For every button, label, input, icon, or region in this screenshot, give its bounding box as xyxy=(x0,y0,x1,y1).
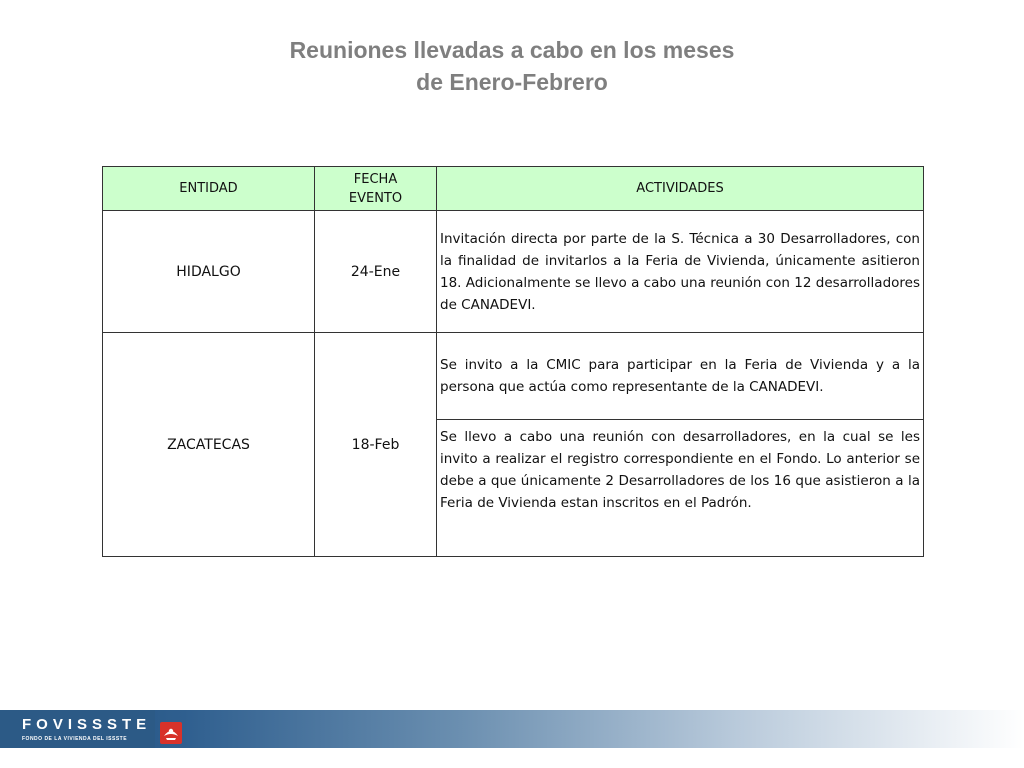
page-title-line2: de Enero-Febrero xyxy=(416,69,608,95)
table-row xyxy=(103,333,924,420)
page-title-line1: Reuniones llevadas a cabo en los meses xyxy=(289,37,735,63)
meetings-table xyxy=(102,166,924,557)
cell-actividad: Se invito a la CMIC para participar en la Feria de Vivienda y a la persona que actúa como representante de la CANADEVI. xyxy=(437,333,924,420)
header-fecha-line1: FECHA xyxy=(353,171,398,187)
header-entidad: ENTIDAD xyxy=(103,167,315,211)
header-actividades: ACTIVIDADES xyxy=(437,167,924,211)
cell-entidad: ZACATECAS xyxy=(103,333,315,557)
cell-fecha: 18-Feb xyxy=(315,333,437,557)
fovissste-logo xyxy=(0,710,155,748)
logo-subtext: FONDO DE LA VIVIENDA DEL ISSSTE xyxy=(22,736,128,742)
logo-text: FOVISSSTE xyxy=(22,716,152,733)
page-title xyxy=(0,34,1024,98)
header-fecha-line2: EVENTO xyxy=(348,190,403,206)
header-fecha-evento xyxy=(315,167,437,211)
cell-entidad: HIDALGO xyxy=(103,211,315,333)
table-row xyxy=(103,211,924,333)
cell-fecha: 24-Ene xyxy=(315,211,437,333)
cell-actividad: Invitación directa por parte de la S. Técnica a 30 Desarrolladores, con la finalidad de invitarlos a la Feria de Vivienda, únicamente asitieron 18. Adicionalmente se llevo a cabo una reunión con 12 desarrolladores de CANADEVI. xyxy=(437,211,924,333)
issste-emblem-icon xyxy=(160,722,182,744)
cell-actividad: Se llevo a cabo una reunión con desarrolladores, en la cual se les invito a realizar el registro correspondiente en el Fondo. Lo anterior se debe a que únicamente 2 Desarrolladores de los 16 que asistieron a la Feria de Vivienda estan inscritos en el Padrón. xyxy=(437,420,924,557)
footer-bar xyxy=(0,710,1024,748)
table-header-row xyxy=(103,167,924,211)
